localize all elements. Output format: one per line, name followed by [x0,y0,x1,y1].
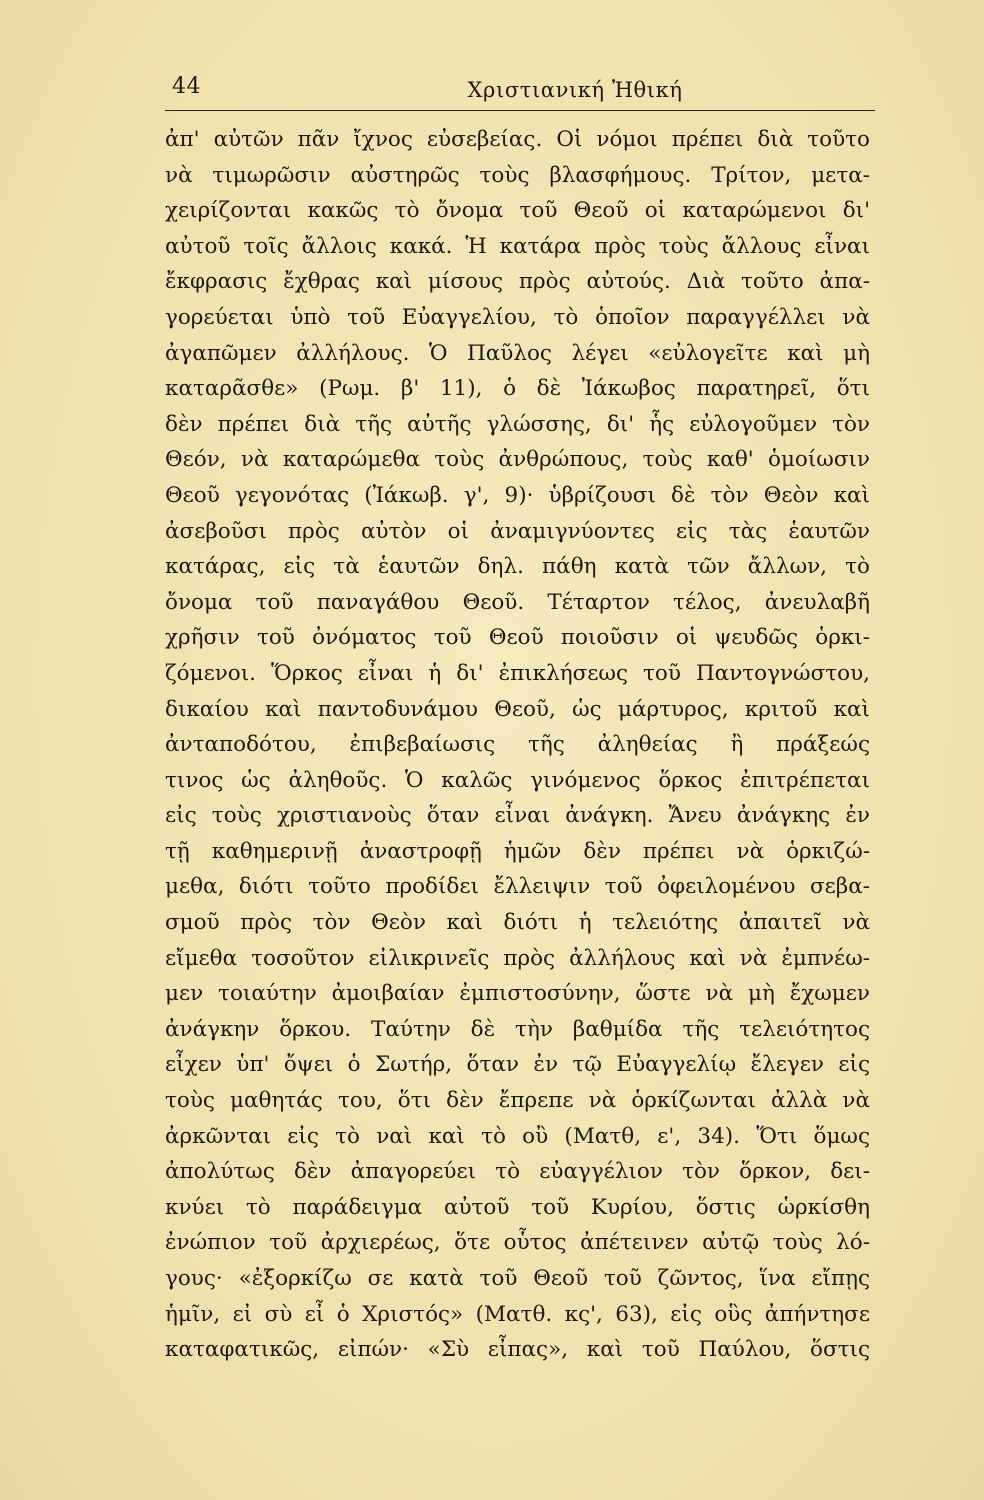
text-line: γους· «ἐξορκίζω σε κατὰ τοῦ Θεοῦ τοῦ ζῶντος, ἵνα εἴπῃς [165,1266,870,1291]
text-line: Θεόν, νὰ καταρώμεθα τοὺς ἀνθρώπους, τοὺς καθ' ὁμοίωσιν [165,447,870,473]
text-line: εἴμεθα τοσοῦτον εἰλικρινεῖς πρὸς ἀλλήλους καὶ νὰ ἐμπνέω- [165,945,870,971]
text-line: καταρᾶσθε» (Ρωμ. β' 11), ὁ δὲ Ἰάκωβος παρατηρεῖ, ὅτι [165,376,870,402]
text-line: εἶχεν ὑπ' ὄψει ὁ Σωτήρ, ὅταν ἐν τῷ Εὐαγγελίῳ ἔλεγεν εἰς [165,1052,870,1078]
text-line: μεν τοιαύτην ἀμοιβαίαν ἐμπιστοσύνην, ὥστε νὰ μὴ ἔχωμεν [165,981,870,1007]
text-line: ἔκφρασις ἔχθρας καὶ μίσους πρὸς αὐτούς. Διὰ τοῦτο ἀπα- [165,269,870,295]
text-line: δὲν πρέπει διὰ τῆς αὐτῆς γλώσσης, δι' ἧς εὐλογοῦμεν τὸν [165,411,870,437]
text-line: τινος ὡς ἀληθοῦς. Ὁ καλῶς γινόμενος ὅρκος ἐπιτρέπεται [165,767,870,793]
page-header [170,72,870,106]
text-line: ζόμενοι. Ὅρκος εἶναι ἡ δι' ἐπικλήσεως τοῦ Παντογνώστου, [165,660,870,686]
text-line: μεθα, διότι τοῦτο προδίδει ἔλλειψιν τοῦ ὀφειλομένου σεβα- [165,874,870,900]
text-line: σμοῦ πρὸς τὸν Θεὸν καὶ διότι ἡ τελειότης ἀπαιτεῖ νὰ [165,910,870,936]
running-title: Χριστιανική Ἠθική [467,78,683,102]
text-line: χρῆσιν τοῦ ὀνόματος τοῦ Θεοῦ ποιοῦσιν οἱ ψευδῶς ὁρκι- [165,625,870,651]
text-line: ἀσεβοῦσι πρὸς αὐτὸν οἱ ἀναμιγνύοντες εἰς τὰς ἑαυτῶν [165,518,870,544]
header-rule [165,110,875,111]
text-line: ἀνάγκην ὅρκου. Ταύτην δὲ τὴν βαθμίδα τῆς τελειότητος [165,1016,870,1042]
text-line: κνύει τὸ παράδειγμα αὐτοῦ τοῦ Κυρίου, ὅστις ὡρκίσθη [165,1194,870,1220]
text-line: αὐτοῦ τοῖς ἄλλοις κακά. Ἡ κατάρα πρὸς τοὺς ἄλλους εἶναι [165,233,870,259]
text-line: καταφατικῶς, εἰπών· «Σὺ εἶπας», καὶ τοῦ Παύλου, ὅστις [165,1337,870,1363]
text-line: Θεοῦ γεγονότας (Ἰάκωβ. γ', 9)· ὑβρίζουσι δὲ τὸν Θεὸν καὶ [165,482,870,508]
text-line: ἀγαπῶμεν ἀλλήλους. Ὁ Παῦλος λέγει «εὐλογεῖτε καὶ μὴ [165,340,870,366]
text-line: ἀπ' αὐτῶν πᾶν ἴχνος εὐσεβείας. Οἱ νόμοι πρέπει διὰ τοῦτο [165,127,870,152]
text-line: ἐνώπιον τοῦ ἀρχιερέως, ὅτε οὗτος ἀπέτεινεν αὐτῷ τοὺς λό- [165,1230,870,1256]
text-line: γορεύεται ὑπὸ τοῦ Εὐαγγελίου, τὸ ὁποῖον παραγγέλλει νὰ [165,304,870,330]
text-line: τοὺς μαθητάς του, ὅτι δὲν ἔπρεπε νὰ ὁρκίζωνται ἀλλὰ νὰ [165,1088,870,1114]
text-line: τῇ καθημερινῇ ἀναστροφῇ ἡμῶν δὲν πρέπει νὰ ὁρκιζώ- [165,838,870,864]
text-line: κατάρας, εἰς τὰ ἑαυτῶν δηλ. πάθη κατὰ τῶν ἄλλων, τὸ [165,554,870,580]
text-line: ἀπολύτως δὲν ἀπαγορεύει τὸ εὐαγγέλιον τὸν ὅρκον, δει- [165,1159,870,1185]
text-line: χειρίζονται κακῶς τὸ ὄνομα τοῦ Θεοῦ οἱ καταρώμενοι δι' [165,198,870,224]
text-line: εἰς τοὺς χριστιανοὺς ὅταν εἶναι ἀνάγκη. Ἄνευ ἀνάγκης ἐν [165,803,870,829]
text-line: ἀρκῶνται εἰς τὸ ναὶ καὶ τὸ οὒ (Ματθ, ε', 34). Ὅτι ὅμως [165,1123,870,1149]
text-line: ἡμῖν, εἰ σὺ εἶ ὁ Χριστός» (Ματθ. κς', 63), εἰς οὓς ἀπήντησε [165,1301,870,1327]
text-line: ὄνομα τοῦ παναγάθου Θεοῦ. Τέταρτον τέλος, ἀνευλαβῆ [165,589,870,615]
page-number: 44 [172,74,201,99]
text-line: ἀνταποδότου, ἐπιβεβαίωσις τῆς ἀληθείας ἢ πράξεώς [165,732,870,758]
text-line: δικαίου καὶ παντοδυνάμου Θεοῦ, ὡς μάρτυρος, κριτοῦ καὶ [165,696,870,722]
body-text [165,122,870,1368]
text-line: νὰ τιμωρῶσιν αὐστηρῶς τοὺς βλασφήμους. Τρίτον, μετα- [165,162,870,188]
